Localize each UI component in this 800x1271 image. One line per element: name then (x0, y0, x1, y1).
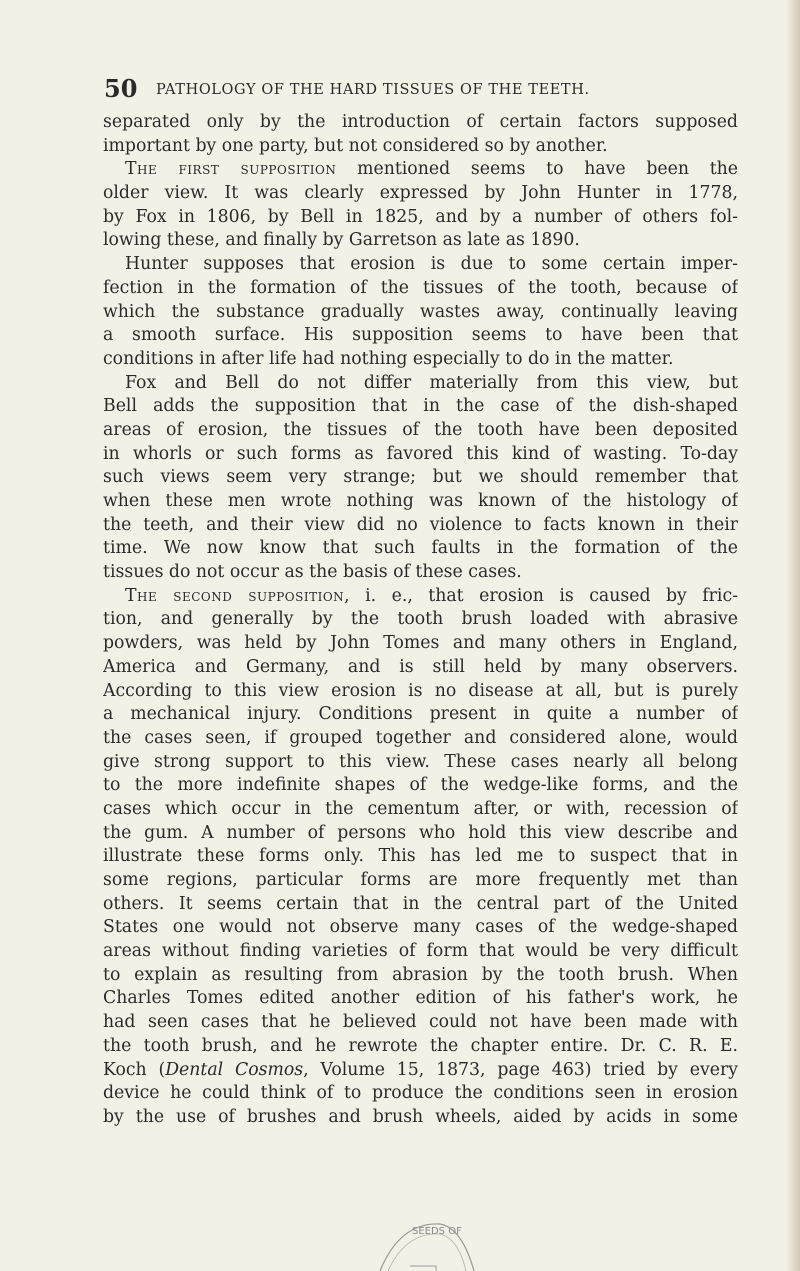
stamp-text: SEEDS OF (412, 1226, 462, 1237)
text-line: areas of erosion, the tissues of the tooth have been deposited (103, 419, 738, 440)
text-line: some regions, particular forms are more frequently met than (103, 870, 738, 890)
text-line: had seen cases that he believed could not have been made with (103, 1012, 738, 1033)
text-line: to explain as resulting from abrasion by the tooth brush. When (103, 964, 738, 985)
text-line: Charles Tomes edited another edition of his father's work, he (103, 988, 738, 1009)
text-line: to the more indefinite shapes of the wedge-like forms, and the (103, 775, 738, 796)
section-lead-first: The first supposition (125, 159, 337, 180)
text-line: lowing these, and finally by Garretson as late as 1890. (103, 230, 580, 251)
text-line: a smooth surface. His supposition seems to have been that (103, 325, 738, 346)
text-line: others. It seems certain that in the central part of the United (103, 893, 738, 914)
text-line: The second supposition, i. e., that erosion is caused by fric- (125, 585, 738, 606)
text-line: the teeth, and their view did no violence to facts known in their (103, 514, 738, 535)
text-line: older view. It was clearly expressed by John Hunter in 1778, (103, 183, 738, 204)
text-line: such views seem very strange; but we should remember that (103, 467, 738, 488)
journal-title: Dental Cosmos (165, 1059, 304, 1080)
text-line: Fox and Bell do not differ materially from this view, but (125, 372, 738, 393)
text-line: areas without finding varieties of form that would be very difficult (103, 941, 738, 962)
library-stamp-icon (370, 1214, 480, 1271)
page-edge-shadow (786, 0, 800, 1271)
page-number: 50 (104, 74, 138, 103)
text-line: America and Germany, and is still held by many observers. (103, 656, 738, 677)
text-line: important by one party, but not considered so by another. (103, 135, 608, 156)
text-line: the gum. A number of persons who hold this view describe and (103, 822, 738, 843)
page-header (104, 74, 724, 104)
text-line: Hunter supposes that erosion is due to some certain imper- (125, 254, 738, 275)
text-line: According to this view erosion is no disease at all, but is purely (103, 680, 738, 701)
text-line: a mechanical injury. Conditions present in quite a number of (103, 704, 738, 725)
text-line: Koch (Dental Cosmos, Volume 15, 1873, page 463) tried by every (103, 1059, 738, 1080)
text-line: separated only by the introduction of certain factors supposed (103, 112, 738, 132)
text-line: conditions in after life had nothing especially to do in the matter. (103, 348, 674, 369)
text-line: which the substance gradually wastes away, continually leaving (103, 301, 738, 322)
text-line: in whorls or such forms as favored this kind of wasting. To-day (103, 443, 738, 464)
text-line: when these men wrote nothing was known of the histology of (103, 491, 738, 511)
text-line: fection in the formation of the tissues of the tooth, because of (103, 277, 738, 298)
text-line: powders, was held by John Tomes and many others in England, (103, 633, 738, 654)
text-line: The first supposition mentioned seems to have been the (125, 159, 738, 180)
text-line: by Fox in 1806, by Bell in 1825, and by a number of others fol- (103, 206, 738, 227)
text-line: device he could think of to produce the conditions seen in erosion (103, 1083, 738, 1104)
text-line: Bell adds the supposition that in the case of the dish-shaped (103, 396, 738, 417)
section-lead-second: The second supposition (125, 585, 345, 606)
text-line: tion, and generally by the tooth brush loaded with abrasive (103, 609, 738, 630)
text-line: the cases seen, if grouped together and considered alone, would (103, 727, 738, 748)
body-text (103, 111, 738, 1130)
text-line: by the use of brushes and brush wheels, aided by acids in some (103, 1106, 738, 1127)
running-head: PATHOLOGY OF THE HARD TISSUES OF THE TEETH. (156, 82, 590, 98)
text-line: illustrate these forms only. This has led me to suspect that in (103, 846, 738, 867)
text-line: cases which occur in the cementum after, or with, recession of (103, 798, 738, 819)
text-line: time. We now know that such faults in the formation of the (103, 538, 738, 559)
text-line: States one would not observe many cases of the wedge-shaped (103, 917, 738, 938)
text-line: give strong support to this view. These cases nearly all belong (103, 751, 738, 772)
text-line: the tooth brush, and he rewrote the chapter entire. Dr. C. R. E. (103, 1035, 738, 1056)
text-line: tissues do not occur as the basis of these cases. (103, 562, 522, 583)
